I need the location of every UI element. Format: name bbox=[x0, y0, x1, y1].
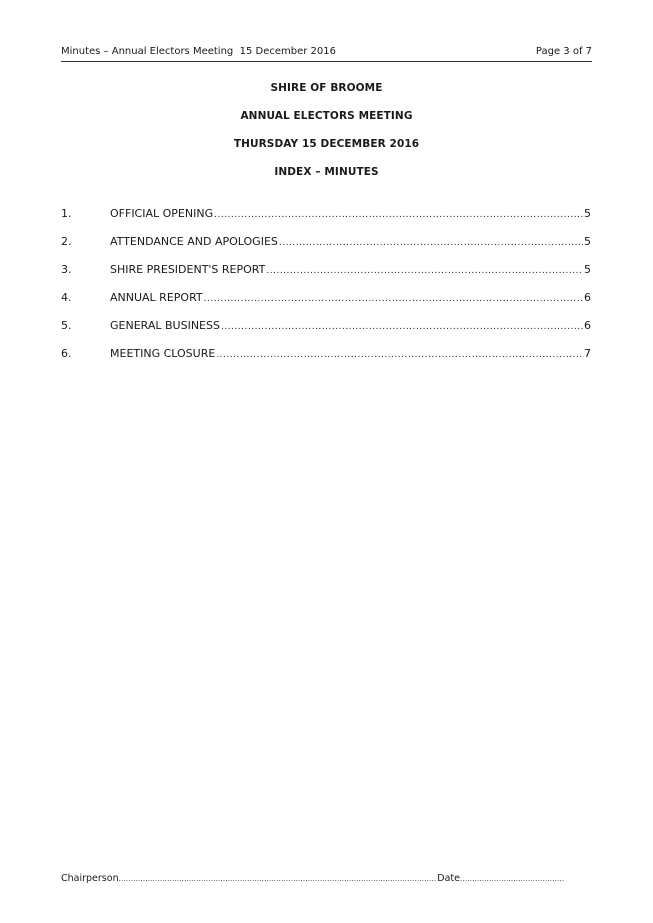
date-signature-line bbox=[460, 872, 565, 886]
index-item[interactable] bbox=[61, 318, 591, 346]
chairperson-signature-line bbox=[119, 872, 438, 886]
signature-footer bbox=[61, 872, 565, 886]
index-item-number: 3. bbox=[61, 263, 72, 276]
page-header bbox=[61, 45, 592, 62]
index-item-page: 5 bbox=[584, 263, 591, 276]
dot-leader bbox=[214, 207, 583, 223]
index-item-title: ANNUAL REPORT bbox=[110, 291, 203, 304]
index-item-page: 5 bbox=[584, 235, 591, 248]
index-item-page: 6 bbox=[584, 291, 591, 304]
index-item-number: 1. bbox=[61, 207, 72, 220]
index-item-title: MEETING CLOSURE bbox=[110, 347, 216, 360]
dot-leader bbox=[266, 263, 583, 279]
header-document-title: Minutes – Annual Electors Meeting 15 December 2016 bbox=[61, 46, 337, 57]
chairperson-label: Chairperson bbox=[61, 873, 119, 884]
organisation-title: SHIRE OF BROOME bbox=[270, 82, 383, 94]
index-item-title: GENERAL BUSINESS bbox=[110, 319, 220, 332]
index-item-title: SHIRE PRESIDENT'S REPORT bbox=[110, 263, 266, 276]
index-item[interactable] bbox=[61, 346, 591, 374]
dot-leader bbox=[204, 291, 583, 307]
index-item-number: 2. bbox=[61, 235, 72, 248]
index-item[interactable] bbox=[61, 290, 591, 318]
dot-leader bbox=[216, 347, 583, 363]
index-item[interactable] bbox=[61, 262, 591, 290]
index-heading: INDEX – MINUTES bbox=[274, 166, 379, 178]
index-item-page: 6 bbox=[584, 319, 591, 332]
date-label: Date bbox=[437, 873, 460, 884]
meeting-date-title: THURSDAY 15 DECEMBER 2016 bbox=[233, 138, 420, 150]
index-item-page: 7 bbox=[584, 347, 591, 360]
index-item-title: OFFICIAL OPENING bbox=[110, 207, 214, 220]
index-item-number: 6. bbox=[61, 347, 72, 360]
index-item[interactable] bbox=[61, 206, 591, 234]
index-item-page: 5 bbox=[584, 207, 591, 220]
index-item-number: 4. bbox=[61, 291, 72, 304]
index-item-title: ATTENDANCE AND APOLOGIES bbox=[110, 235, 278, 248]
header-page-number: Page 3 of 7 bbox=[535, 46, 592, 57]
dot-leader bbox=[279, 235, 583, 251]
dot-leader bbox=[221, 319, 583, 335]
meeting-title: ANNUAL ELECTORS MEETING bbox=[240, 110, 413, 122]
minutes-index bbox=[61, 206, 591, 374]
index-item[interactable] bbox=[61, 234, 591, 262]
index-item-number: 5. bbox=[61, 319, 72, 332]
